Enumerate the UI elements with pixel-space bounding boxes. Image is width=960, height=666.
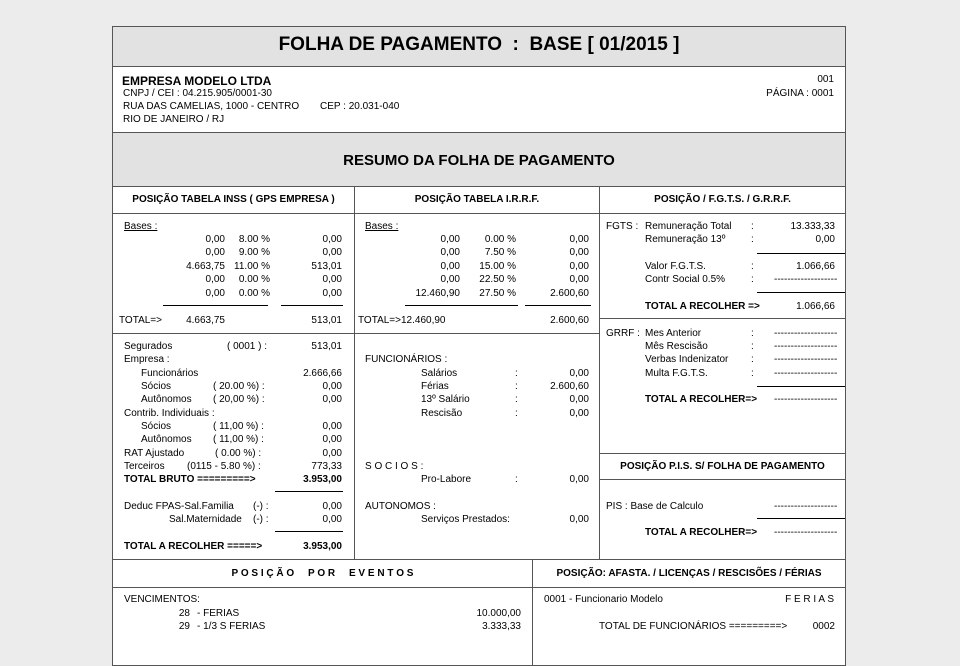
inss-row-value: 513,01 <box>311 261 342 272</box>
pis-total-label: TOTAL A RECOLHER=> <box>645 527 758 538</box>
irrf-bases-label: Bases : <box>365 221 399 232</box>
funcionarios-label: Funcionários <box>141 368 199 379</box>
irrf-func-value: 2.600,60 <box>550 381 589 392</box>
colon: : <box>751 341 754 352</box>
fgts-label: FGTS : <box>606 221 639 232</box>
inss-total-value: 513,01 <box>311 315 342 326</box>
ci-autonomos-rate: ( 11,00 %) : <box>213 434 264 445</box>
divider <box>599 453 845 454</box>
rem-13-value: 0,00 <box>815 234 835 245</box>
evento-name: - 1/3 S FERIAS <box>197 621 266 632</box>
irrf-func-item: Rescisão <box>421 408 463 419</box>
segurados-value: 513,01 <box>311 341 342 352</box>
page-title: FOLHA DE PAGAMENTO : BASE [ 01/2015 ] <box>278 34 680 55</box>
inss-recolher-value: 3.953,00 <box>303 541 342 552</box>
pis-total-value: ------------------- <box>774 527 838 538</box>
inss-bases-label: Bases : <box>124 221 158 232</box>
rule <box>757 386 845 387</box>
rem-total-label: Remuneração Total <box>645 221 732 232</box>
terceiros-rate: (0115 - 5.80 %) : <box>187 461 261 472</box>
colon: : <box>515 474 518 485</box>
funcionarios-value: 2.666,66 <box>303 368 342 379</box>
irrf-row-rate: 15.00 % <box>479 261 516 272</box>
autonomos-value: 0,00 <box>322 394 342 405</box>
rule <box>163 305 268 306</box>
inss-row-rate: 9.00 % <box>238 247 270 258</box>
inss-row-base: 0,00 <box>205 234 225 245</box>
contr-social-value: ------------------- <box>774 274 838 285</box>
ci-autonomos-value: 0,00 <box>322 434 342 445</box>
pis-base-value: ------------------- <box>774 501 838 512</box>
ci-socios-value: 0,00 <box>322 421 342 432</box>
divider <box>113 587 845 588</box>
rule <box>757 253 845 254</box>
inss-row-rate: 0.00 % <box>238 288 270 299</box>
divider <box>599 318 845 319</box>
inss-header: POSIÇÃO TABELA INSS ( GPS EMPRESA ) <box>132 194 335 205</box>
irrf-row-base: 0,00 <box>440 274 460 285</box>
irrf-total-value: 2.600,60 <box>550 315 589 326</box>
inss-row-rate: 11.00 % <box>234 261 270 272</box>
contr-social-label: Contr Social 0.5% <box>645 274 726 285</box>
ci-socios-rate: ( 11,00 %) : <box>213 421 264 432</box>
pis-base-label: PIS : Base de Calculo <box>606 501 704 512</box>
irrf-row-base: 12.460,90 <box>415 288 460 299</box>
page-number: PÁGINA : 0001 <box>766 88 834 99</box>
evento-name: - FERIAS <box>197 608 240 619</box>
afasta-total-value: 0002 <box>812 621 835 632</box>
irrf-func-item: Férias <box>421 381 449 392</box>
company-name: EMPRESA MODELO LTDA <box>122 74 272 88</box>
divider <box>113 66 845 67</box>
company-city: RIO DE JANEIRO / RJ <box>123 114 225 125</box>
colon: : <box>515 394 518 405</box>
grrf-item: Mês Rescisão <box>645 341 708 352</box>
rule <box>405 305 518 306</box>
fgts-total-value: 1.066,66 <box>796 301 835 312</box>
colon: : <box>751 328 754 339</box>
prolabore-label: Pro-Labore <box>421 474 472 485</box>
colon: : <box>515 408 518 419</box>
deduc-value: 0,00 <box>322 501 342 512</box>
grrf-value: ------------------- <box>774 368 838 379</box>
inss-row-value: 0,00 <box>322 274 342 285</box>
deduc-sign: (-) : <box>253 501 269 512</box>
divider <box>354 333 599 334</box>
irrf-func-value: 0,00 <box>569 394 589 405</box>
inss-row-value: 0,00 <box>322 247 342 258</box>
contrib-label: Contrib. Individuais : <box>124 408 215 419</box>
afasta-total-label: TOTAL DE FUNCIONÁRIOS =========> <box>599 621 788 632</box>
rat-label: RAT Ajustado <box>124 448 185 459</box>
bruto-value: 3.953,00 <box>303 474 342 485</box>
servicos-value: 0,00 <box>569 514 589 525</box>
eventos-header: P O S I Ç Ã O P O R E V E N T O S <box>231 568 414 579</box>
inss-row-rate: 8.00 % <box>238 234 270 245</box>
grrf-item: Verbas Indenizator <box>645 354 729 365</box>
colon: : <box>515 381 518 392</box>
autonomos-rate: ( 20,00 %) : <box>213 394 265 405</box>
fgts-total-label: TOTAL A RECOLHER => <box>645 301 760 312</box>
empresa-label: Empresa : <box>124 354 170 365</box>
column-divider <box>354 186 355 559</box>
irrf-autonomos-label: AUTONOMOS : <box>365 501 436 512</box>
inss-row-value: 0,00 <box>322 234 342 245</box>
company-cnpj: CNPJ / CEI : 04.215.905/0001-30 <box>123 88 272 99</box>
irrf-total-label: TOTAL=> <box>358 315 401 326</box>
prolabore-value: 0,00 <box>569 474 589 485</box>
irrf-total-base: 12.460,90 <box>401 315 446 326</box>
grrf-value: ------------------- <box>774 354 838 365</box>
irrf-header: POSIÇÃO TABELA I.R.R.F. <box>414 194 540 205</box>
pis-header: POSIÇÃO P.I.S. S/ FOLHA DE PAGAMENTO <box>620 461 825 472</box>
rule <box>525 305 591 306</box>
irrf-row-value: 0,00 <box>569 234 589 245</box>
rat-rate: ( 0.00 %) : <box>215 448 262 459</box>
bruto-label: TOTAL BRUTO =========> <box>124 474 256 485</box>
segurados-label: Segurados <box>124 341 173 352</box>
vencimentos-label: VENCIMENTOS: <box>124 594 200 605</box>
grrf-total-value: ------------------- <box>774 394 838 405</box>
afasta-status: F E R I A S <box>785 594 834 605</box>
column-divider <box>599 186 600 559</box>
summary-title: RESUMO DA FOLHA DE PAGAMENTO <box>343 152 615 169</box>
rule <box>757 292 845 293</box>
maternidade-sign: (-) : <box>253 514 269 525</box>
afasta-header: POSIÇÃO: AFASTA. / LICENÇAS / RESCISÕES / FÉRIAS <box>556 568 822 579</box>
irrf-row-value: 2.600,60 <box>550 288 589 299</box>
segurados-code: ( 0001 ) : <box>227 341 268 352</box>
irrf-row-base: 0,00 <box>440 261 460 272</box>
irrf-row-base: 0,00 <box>440 247 460 258</box>
valor-fgts-value: 1.066,66 <box>796 261 835 272</box>
irrf-row-value: 0,00 <box>569 247 589 258</box>
rule <box>275 531 343 532</box>
company-address: RUA DAS CAMELIAS, 1000 - CENTRO <box>123 101 300 112</box>
divider <box>599 479 845 480</box>
evento-code: 29 <box>178 621 190 632</box>
irrf-func-item: Salários <box>421 368 458 379</box>
inss-row-rate: 0.00 % <box>238 274 270 285</box>
colon: : <box>751 368 754 379</box>
divider <box>113 186 845 187</box>
rule <box>281 305 343 306</box>
inss-total-base: 4.663,75 <box>186 315 225 326</box>
socios-value: 0,00 <box>322 381 342 392</box>
payroll-document <box>112 26 846 666</box>
irrf-func-value: 0,00 <box>569 408 589 419</box>
rem-13-label: Remuneração 13º <box>645 234 726 245</box>
evento-value: 3.333,33 <box>482 621 521 632</box>
rem-total-value: 13.333,33 <box>790 221 835 232</box>
valor-fgts-label: Valor F.G.T.S. <box>645 261 706 272</box>
ci-socios-label: Sócios <box>141 421 172 432</box>
terceiros-value: 773,33 <box>311 461 342 472</box>
irrf-row-value: 0,00 <box>569 261 589 272</box>
grrf-total-label: TOTAL A RECOLHER=> <box>645 394 758 405</box>
socios-rate: ( 20.00 %) : <box>213 381 265 392</box>
autonomos-label: Autônomos <box>141 394 192 405</box>
ci-autonomos-label: Autônomos <box>141 434 192 445</box>
colon: : <box>751 274 754 285</box>
colon: : <box>751 261 754 272</box>
rule <box>275 491 343 492</box>
company-code: 001 <box>817 74 834 85</box>
irrf-row-rate: 0.00 % <box>484 234 516 245</box>
irrf-socios-label: S O C I O S : <box>365 461 424 472</box>
divider <box>113 559 845 560</box>
maternidade-label: Sal.Maternidade <box>169 514 242 525</box>
grrf-label: GRRF : <box>606 328 640 339</box>
irrf-row-rate: 27.50 % <box>479 288 516 299</box>
servicos-label: Serviços Prestados: <box>421 514 510 525</box>
inss-recolher-label: TOTAL A RECOLHER =====> <box>124 541 263 552</box>
divider <box>113 213 845 214</box>
colon: : <box>751 354 754 365</box>
irrf-func-value: 0,00 <box>569 368 589 379</box>
irrf-func-label: FUNCIONÁRIOS : <box>365 354 448 365</box>
rule <box>757 518 845 519</box>
irrf-func-item: 13º Salário <box>421 394 470 405</box>
evento-code: 28 <box>178 608 190 619</box>
inss-row-value: 0,00 <box>322 288 342 299</box>
rat-value: 0,00 <box>322 448 342 459</box>
colon: : <box>751 234 754 245</box>
inss-row-base: 0,00 <box>205 247 225 258</box>
inss-total-label: TOTAL=> <box>119 315 162 326</box>
divider <box>113 333 354 334</box>
grrf-value: ------------------- <box>774 328 838 339</box>
terceiros-label: Terceiros <box>124 461 165 472</box>
colon: : <box>751 221 754 232</box>
inss-row-base: 4.663,75 <box>186 261 225 272</box>
colon: : <box>515 368 518 379</box>
irrf-row-value: 0,00 <box>569 274 589 285</box>
afasta-employee: 0001 - Funcionario Modelo <box>544 594 663 605</box>
socios-label: Sócios <box>141 381 172 392</box>
company-cep: CEP : 20.031-040 <box>320 101 400 112</box>
evento-value: 10.000,00 <box>476 608 521 619</box>
maternidade-value: 0,00 <box>322 514 342 525</box>
grrf-value: ------------------- <box>774 341 838 352</box>
inss-row-base: 0,00 <box>205 288 225 299</box>
deduc-label: Deduc FPAS-Sal.Familia <box>124 501 234 512</box>
grrf-item: Multa F.G.T.S. <box>645 368 708 379</box>
irrf-row-rate: 22.50 % <box>479 274 516 285</box>
grrf-item: Mes Anterior <box>645 328 702 339</box>
irrf-row-rate: 7.50 % <box>484 247 516 258</box>
irrf-row-base: 0,00 <box>440 234 460 245</box>
fgts-header: POSIÇÃO / F.G.T.S. / G.R.R.F. <box>654 194 791 205</box>
inss-row-base: 0,00 <box>205 274 225 285</box>
